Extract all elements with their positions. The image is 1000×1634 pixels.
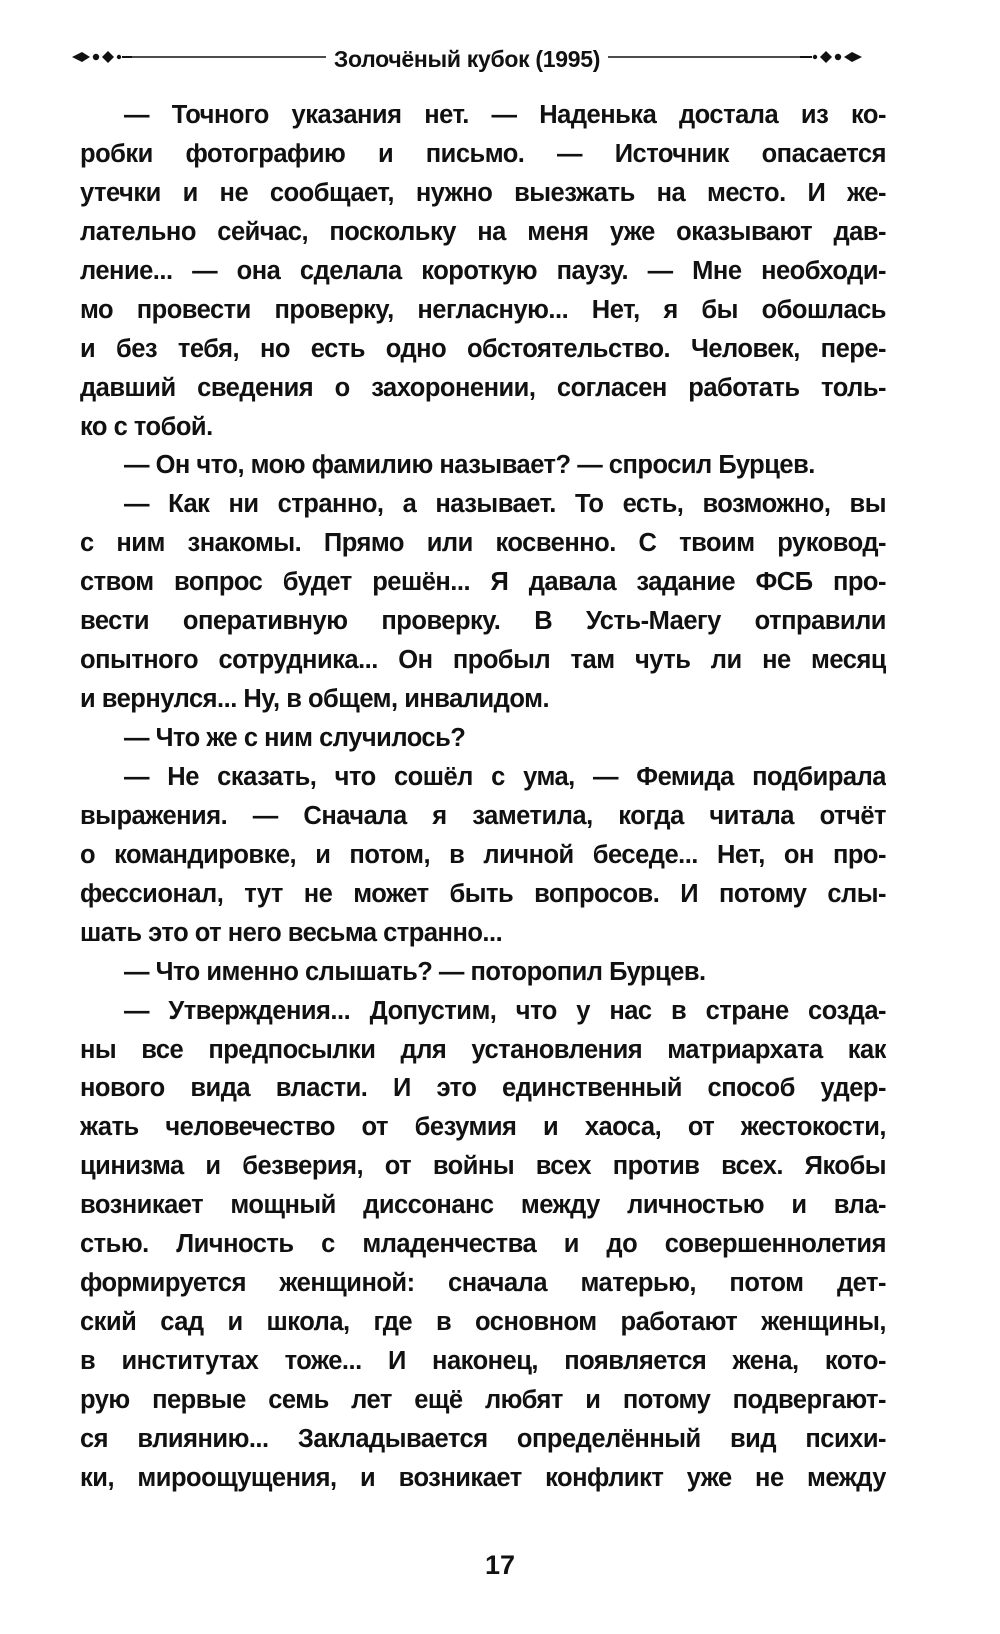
text-line: мо провести проверку, негласную... Нет, я бы обошлась (80, 295, 886, 324)
page-number: 17 (484, 1550, 516, 1580)
text-line: ление... — она сделала короткую паузу. — Мне необходи- (80, 256, 886, 285)
text-line: утечки и не сообщает, нужно выезжать на место. И же- (80, 178, 886, 207)
text-line: в институтах тоже... И наконец, появляется жена, кото- (80, 1347, 886, 1375)
text-line: ством вопрос будет решён... Я давала задание ФСБ про- (80, 568, 886, 597)
text-line: — Что именно слышать? — поторопил Бурцев. (124, 957, 706, 986)
text-line: жать человечество от безумия и хаоса, от жестокости, (80, 1113, 886, 1142)
text-line: цинизма и безверия, от войны всех против всех. Якобы (80, 1152, 886, 1181)
text-line: и вернулся... Ну, в общем, инвалидом. (80, 685, 550, 714)
text-line: опытного сотрудника... Он пробыл там чуть ли не месяц (80, 646, 886, 675)
text-line: ся влиянию... Закладывается определённый вид психи- (80, 1424, 886, 1453)
text-line: ский сад и школа, где в основном работают женщины, (80, 1308, 886, 1337)
text-line: — Утверждения... Допустим, что у нас в стране созда- (124, 996, 886, 1025)
text-line: фессионал, тут не может быть вопросов. И потому слы- (80, 879, 886, 908)
running-header (72, 36, 862, 80)
text-line: — Не сказать, что сошёл с ума, — Фемида подбирала (124, 762, 886, 791)
text-line: возникает мощный диссонанс между личностью и вла- (80, 1191, 886, 1220)
header-title-text: Золочёный кубок (1995) (326, 46, 608, 72)
text-line: давший сведения о захоронении, согласен работать толь- (80, 373, 886, 402)
text-line: ки, мироощущения, и возникает конфликт уже не между (80, 1463, 886, 1492)
text-line: о командировке, и потом, в личной беседе... Нет, он про- (80, 840, 886, 869)
text-line: — Точного указания нет. — Наденька достала из ко- (124, 101, 886, 129)
text-line: и без тебя, но есть одно обстоятельство. Человек, пере- (80, 334, 886, 363)
text-line: лательно сейчас, поскольку на меня уже оказывают дав- (80, 217, 886, 246)
text-line: вести оперативную проверку. В Усть-Маегу отправили (80, 607, 886, 636)
text-line: стью. Личность с младенчества и до совершеннолетия (80, 1230, 886, 1259)
text-line: — Как ни странно, а называет. То есть, возможно, вы (124, 490, 886, 519)
text-line: — Что же с ним случилось? (124, 724, 466, 752)
text-line: шать это от него весьма странно... (80, 918, 503, 947)
text-line: выражения. — Сначала я заметила, когда читала отчёт (80, 801, 886, 830)
text-line: рую первые семь лет ещё любят и потому подвергают- (80, 1385, 886, 1414)
text-line: нового вида власти. И это единственный способ удер- (80, 1074, 886, 1103)
body-text (80, 96, 886, 1498)
header-title (72, 46, 862, 72)
text-line: ко с тобой. (80, 412, 213, 441)
text-line: робки фотографию и письмо. — Источник опасается (80, 139, 886, 168)
text-line: с ним знакомы. Прямо или косвенно. С твоим руковод- (80, 529, 886, 558)
text-line: ны все предпосылки для установления матриархата как (80, 1035, 886, 1064)
text-line: — Он что, мою фамилию называет? — спросил Бурцев. (124, 451, 815, 480)
text-line: формируется женщиной: сначала матерью, потом дет- (80, 1269, 886, 1298)
